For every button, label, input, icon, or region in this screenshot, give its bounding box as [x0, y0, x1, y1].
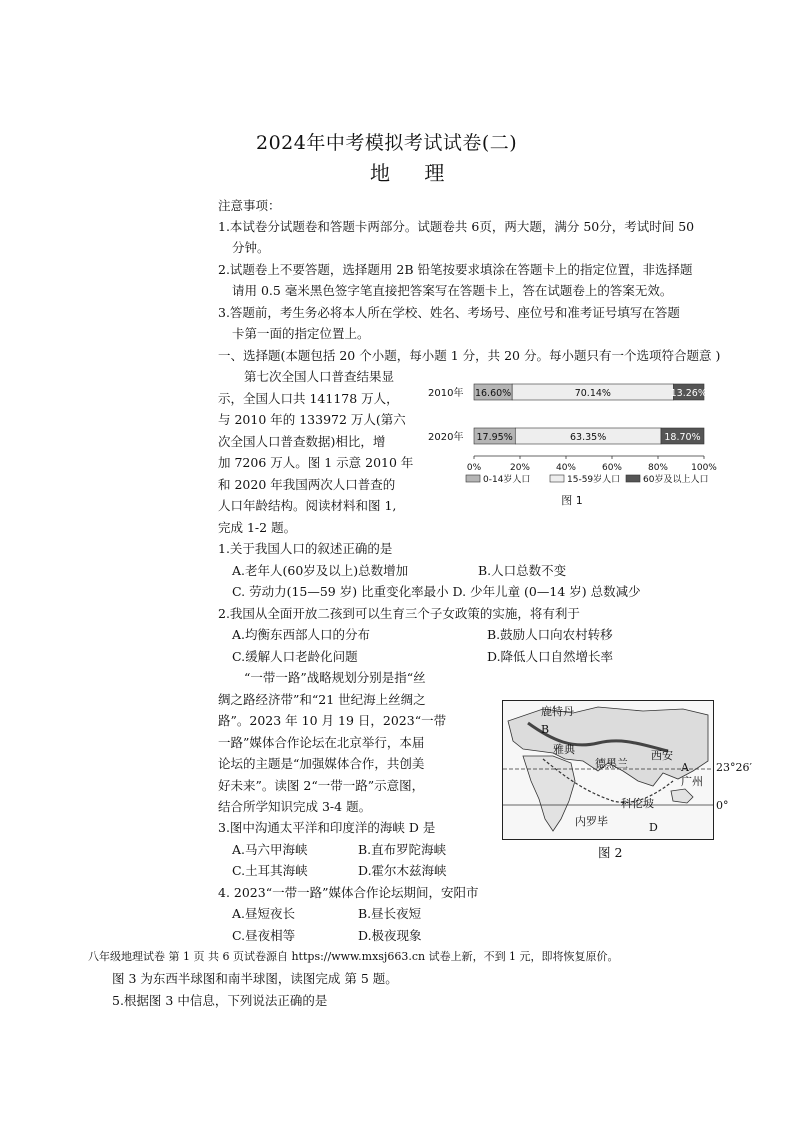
option-d: D.极夜现象 — [358, 928, 422, 943]
notes-line: 请用 0.5 毫米黑色签字笔直接把答案写在答题卡上，答在试题卷上的答案无效。 — [232, 283, 673, 298]
question-intro: 图 3 为东西半球图和南半球图，读图完成 第 5 题。 — [112, 971, 398, 986]
option-d: D.霍尔木兹海峡 — [358, 863, 447, 878]
figure1-caption: 图 1 — [561, 494, 583, 507]
question-stem: 1.关于我国人口的叙述正确的是 — [218, 541, 393, 556]
material-line: 与 2010 年的 133972 万人(第六 — [218, 412, 406, 427]
data-label: 18.70% — [664, 432, 701, 443]
material-line: 好未来”。读图 2“一带一路”示意图， — [218, 778, 425, 793]
question-stem: 2.我国从全面开放二孩到可以生育三个子女政策的实施，将有利于 — [218, 606, 580, 621]
option-b: B.鼓励人口向农村转移 — [487, 627, 613, 642]
material-line: 第七次全国人口普查结果显 — [244, 369, 395, 384]
question-stem: 5.根据图 3 中信息，下列说法正确的是 — [112, 993, 328, 1008]
legend-label: 15-59岁人口 — [567, 475, 621, 485]
legend-label: 60岁及以上人口 — [643, 475, 709, 485]
x-tick-label: 20% — [509, 463, 531, 473]
material-line: 绸之路经济带”和“21 世纪海上丝绸之 — [218, 692, 426, 707]
material-line: 示，全国人口共 141178 万人， — [218, 391, 399, 406]
map-label-b: B — [541, 723, 550, 736]
population-age-chart — [420, 372, 720, 512]
legend-swatch — [466, 475, 480, 482]
data-label: 63.35% — [570, 432, 607, 443]
category-label: 2010年 — [428, 388, 464, 399]
material-line: 结合所学知识完成 3-4 题。 — [218, 799, 372, 814]
legend-label: 0-14岁人口 — [483, 475, 531, 485]
data-label: 17.95% — [476, 432, 513, 443]
option-b: B.直布罗陀海峡 — [358, 842, 447, 857]
data-label: 70.14% — [574, 388, 611, 399]
section-heading: 一、选择题(本题包括 20 个小题，每小题 1 分，共 20 分。每小题只有一个选项符合题意 ) — [218, 348, 721, 363]
x-tick-label: 100% — [691, 463, 717, 473]
material-line: 完成 1-2 题。 — [218, 520, 297, 535]
material-line: 论坛的主题是“加强媒体合作，共创美 — [218, 756, 425, 771]
x-tick-label: 0% — [466, 463, 482, 473]
notes-line: 1.本试卷分试题卷和答题卡两部分。试题卷共 6页，两大题，满分 50分，考试时间 50 — [218, 219, 695, 234]
question-stem: 4. 2023“一带一路”媒体合作论坛期间，安阳市 — [218, 885, 479, 900]
subject-title: 地 理 — [370, 161, 459, 185]
exam-title: 2024年中考模拟考试试卷(二) — [256, 132, 518, 154]
option-a: A.马六甲海峡 — [232, 842, 308, 857]
legend-swatch — [550, 475, 564, 482]
material-line: 加 7206 万人。图 1 示意 2010 年 — [218, 455, 414, 470]
option-cd: C. 劳动力(15—59 岁) 比重变化率最小 D. 少年儿童 (0—14 岁) 总数减少 — [232, 584, 641, 599]
map-label-rotterdam: 鹿特丹 — [541, 705, 574, 718]
notes-heading: 注意事项： — [218, 198, 281, 213]
page-footer: 八年级地理试卷 第 1 页 共 6 页试卷源自 https://www.mxsj663.cn 试卷上新，不到 1 元，即将恢复原价。 — [88, 950, 619, 963]
notes-line: 2.试题卷上不要答题，选择题用 2B 铅笔按要求填涂在答题卡上的指定位置，非选择题 — [218, 262, 693, 277]
equator-label: 0° — [716, 799, 729, 812]
option-c: C.昼夜相等 — [232, 928, 296, 943]
option-b: B.昼长夜短 — [358, 906, 422, 921]
map-label-nairobi: 内罗毕 — [575, 815, 608, 828]
notes-line: 3.答题前，考生务必将本人所在学校、姓名、考场号、座位号和准考证号填写在答题 — [218, 305, 680, 320]
notes-line: 分钟。 — [232, 240, 270, 255]
map-label-guangzhou: 广州 — [681, 775, 703, 788]
material-line: “一带一路”战略规划分别是指“丝 — [244, 670, 426, 685]
map-label-d: D — [649, 821, 658, 834]
option-a: A.老年人(60岁及以上)总数增加 — [232, 563, 409, 578]
option-c: C.土耳其海峡 — [232, 863, 308, 878]
map-label-colombo: 科伦坡 — [621, 797, 654, 810]
material-line: 和 2020 年我国两次人口普查的 — [218, 477, 396, 492]
x-tick-label: 80% — [647, 463, 669, 473]
map-label-tehran: 德黑兰 — [595, 757, 628, 770]
material-line: 人口年龄结构。阅读材料和图 1, — [218, 498, 397, 513]
figure2-caption: 图 2 — [598, 845, 623, 860]
material-line: 次全国人口普查数据)相比，增 — [218, 434, 386, 449]
option-a: A.均衡东西部人口的分布 — [232, 627, 371, 642]
option-a: A.昼短夜长 — [232, 906, 296, 921]
map-label-xian: 西安 — [651, 749, 673, 762]
category-label: 2020年 — [428, 432, 464, 443]
legend-swatch — [626, 475, 640, 482]
data-label: 13.26% — [670, 388, 707, 399]
x-tick-label: 60% — [601, 463, 623, 473]
x-tick-label: 40% — [555, 463, 577, 473]
question-stem: 3.图中沟通太平洋和印度洋的海峡 D 是 — [218, 820, 436, 835]
option-b: B.人口总数不变 — [478, 563, 567, 578]
map-label-athens: 雅典 — [553, 743, 575, 756]
option-c: C.缓解人口老龄化问题 — [232, 649, 358, 664]
material-line: 一路”媒体合作论坛在北京举行，本届 — [218, 735, 425, 750]
notes-line: 卡第一面的指定位置上。 — [232, 326, 370, 341]
map-label-a: A — [681, 761, 689, 774]
material-line: 路”。2023 年 10 月 19 日，2023“一带 — [218, 713, 447, 728]
option-d: D.降低人口自然增长率 — [487, 649, 614, 664]
data-label: 16.60% — [474, 388, 512, 399]
tropic-label: 23°26′ — [716, 761, 752, 774]
belt-road-map — [502, 700, 714, 840]
